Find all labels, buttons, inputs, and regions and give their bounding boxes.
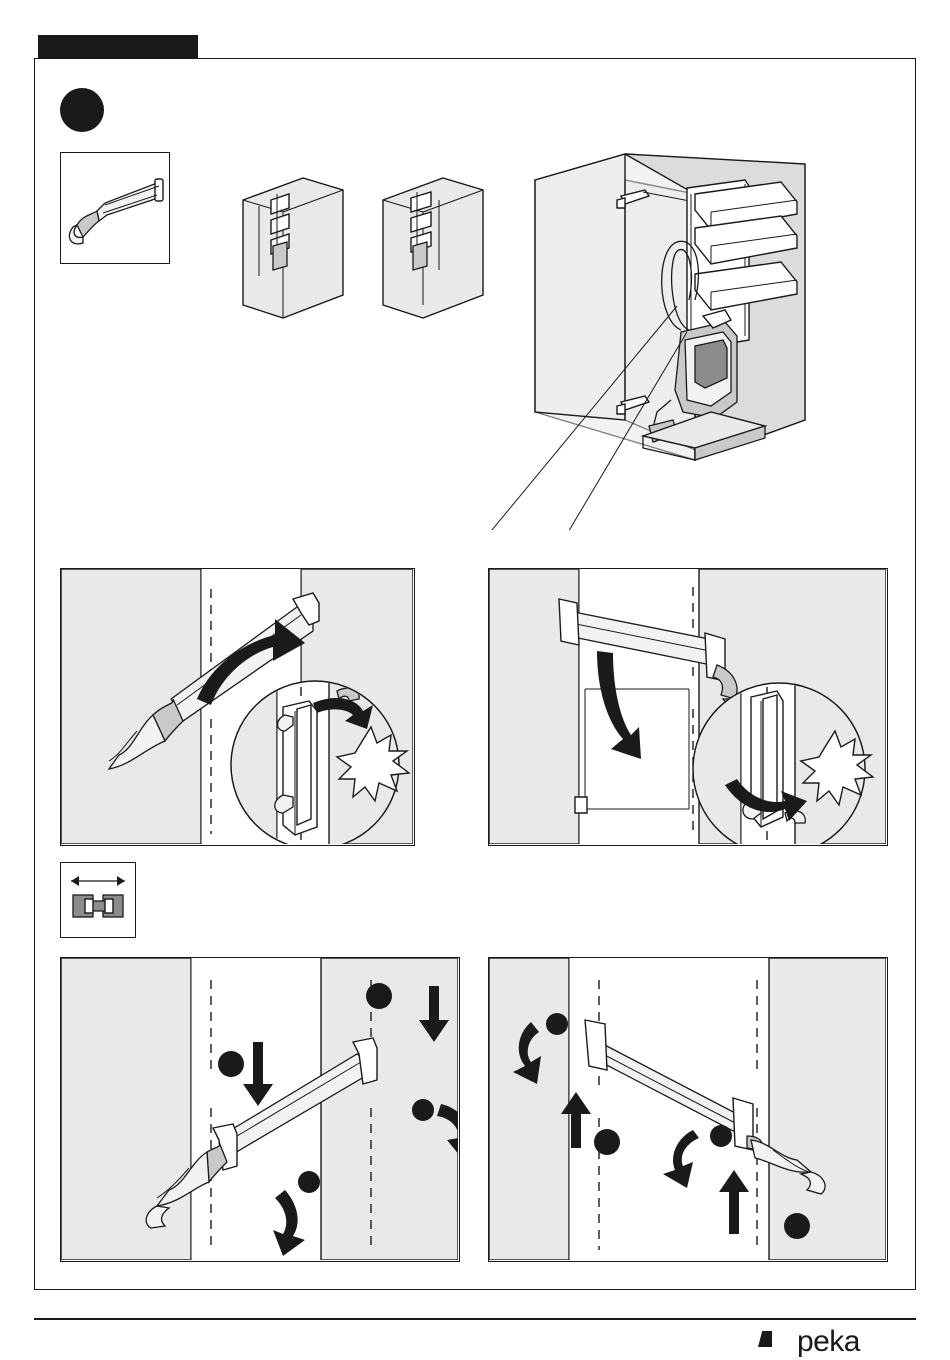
header-tab	[38, 35, 198, 58]
footer-divider	[34, 1318, 916, 1320]
width-reference-box	[60, 862, 136, 938]
detail-panel-remove-lift-up	[488, 957, 888, 1262]
detail-panel-rail-mount	[488, 568, 888, 846]
tall-cabinet-with-vacuum-holder	[487, 154, 805, 530]
brand-name: peka	[796, 1325, 860, 1358]
cabinet-variant-left	[243, 178, 343, 318]
bracket-rail-part-icon	[61, 153, 169, 263]
cabinet-variant-right	[383, 178, 483, 318]
detail-panel-strap-mount	[60, 568, 415, 846]
detail-panel-install-push-down	[60, 957, 460, 1262]
step-number-bullet	[60, 88, 104, 132]
width-adjustment-icon	[61, 863, 135, 937]
peka-logo-mark	[758, 1331, 772, 1347]
part-reference-box	[60, 152, 170, 264]
overview-illustrations	[225, 150, 835, 530]
